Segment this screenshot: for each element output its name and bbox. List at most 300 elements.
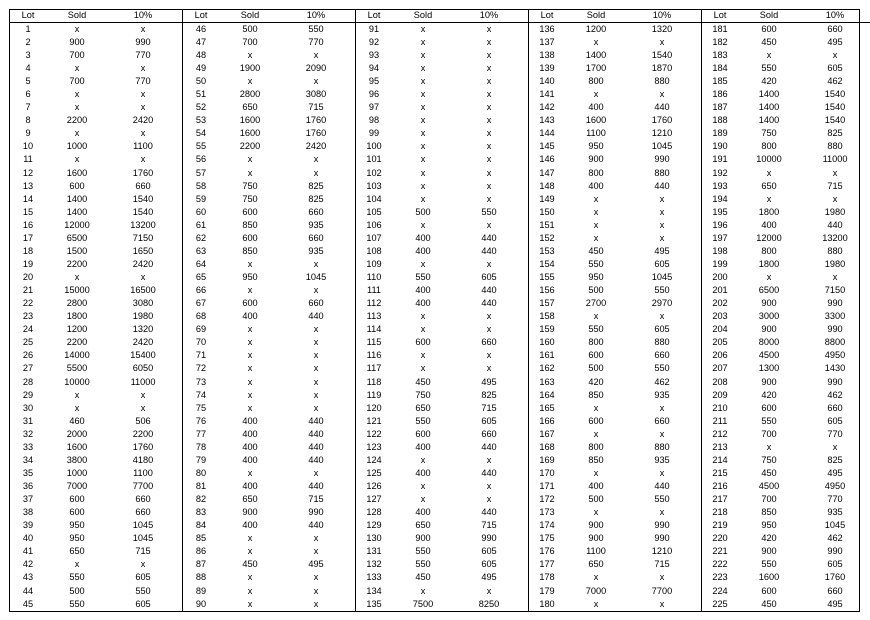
table-row <box>702 101 870 114</box>
sold-cell: 2800 <box>239 89 261 100</box>
table-row <box>356 441 528 454</box>
sold-cell: x <box>420 154 426 165</box>
sold-cell: 8000 <box>758 337 780 348</box>
table-row <box>183 467 355 480</box>
sold-cell: 400 <box>415 232 431 243</box>
ten-percent-cell: 660 <box>654 350 670 361</box>
table-row <box>529 127 701 140</box>
lot-cell: 219 <box>712 520 728 531</box>
ten-percent-cell: 990 <box>827 298 843 309</box>
table-row <box>356 402 528 415</box>
lot-cell: 11 <box>23 154 33 165</box>
sold-cell: 10000 <box>756 154 782 165</box>
ten-percent-cell: 440 <box>308 481 324 492</box>
ten-percent-cell: 495 <box>827 467 843 478</box>
ten-percent-cell: x <box>313 585 319 596</box>
lot-cell: 104 <box>366 193 382 204</box>
lot-cell: 150 <box>539 206 555 217</box>
ten-percent-cell: x <box>486 115 492 126</box>
ten-percent-cell: 605 <box>654 324 670 335</box>
ten-percent-cell: x <box>486 494 492 505</box>
lot-cell: 36 <box>22 481 34 492</box>
sold-cell: 1000 <box>66 467 88 478</box>
header-pct: 10% <box>133 10 153 21</box>
ten-percent-cell: 1320 <box>132 324 154 335</box>
table-row <box>702 193 870 206</box>
ten-percent-cell: 990 <box>654 533 670 544</box>
ten-percent-cell: x <box>313 76 319 87</box>
sold-cell: 900 <box>588 154 604 165</box>
table-row <box>10 545 182 558</box>
sold-cell: 550 <box>415 559 431 570</box>
table-row <box>702 441 870 454</box>
lot-cell: 162 <box>539 363 555 374</box>
table-row <box>529 193 701 206</box>
lot-cell: 214 <box>712 454 728 465</box>
header-lot: Lot <box>194 10 208 21</box>
lot-sales-table <box>9 9 860 612</box>
lot-cell: 44 <box>22 585 34 596</box>
table-row <box>702 467 870 480</box>
table-row <box>702 75 870 88</box>
lot-cell: 224 <box>712 585 728 596</box>
ten-percent-cell: x <box>313 154 319 165</box>
lot-cell: 97 <box>368 102 380 113</box>
table-row <box>183 415 355 428</box>
lot-cell: 32 <box>22 428 34 439</box>
table-panel-4 <box>528 10 701 611</box>
sold-cell: 420 <box>761 533 777 544</box>
ten-percent-cell: 440 <box>308 520 324 531</box>
lot-cell: 118 <box>366 376 382 387</box>
sold-cell: x <box>247 376 253 387</box>
lot-cell: 173 <box>539 507 555 518</box>
ten-percent-cell: x <box>659 311 665 322</box>
lot-cell: 131 <box>366 546 382 557</box>
table-row <box>702 258 870 271</box>
sold-cell: 10000 <box>64 376 90 387</box>
sold-cell: 400 <box>242 454 258 465</box>
sold-cell: 14000 <box>64 350 90 361</box>
table-row <box>10 271 182 284</box>
lot-cell: 147 <box>539 167 555 178</box>
ten-percent-cell: x <box>832 272 838 283</box>
sold-cell: 500 <box>242 23 258 34</box>
sold-cell: 1600 <box>758 572 780 583</box>
table-row <box>529 480 701 493</box>
ten-percent-cell: x <box>486 324 492 335</box>
sold-cell: 850 <box>242 245 258 256</box>
lot-cell: 209 <box>712 389 728 400</box>
ten-percent-cell: x <box>486 350 492 361</box>
lot-cell: 128 <box>366 507 382 518</box>
ten-percent-cell: 605 <box>481 546 497 557</box>
sold-cell: x <box>420 23 426 34</box>
ten-percent-cell: x <box>313 376 319 387</box>
sold-cell: 7500 <box>412 598 434 609</box>
sold-cell: x <box>74 63 80 74</box>
lot-cell: 76 <box>195 415 207 426</box>
table-row <box>10 101 182 114</box>
lot-cell: 193 <box>712 180 728 191</box>
ten-percent-cell: 440 <box>481 245 497 256</box>
table-row <box>702 206 870 219</box>
table-row <box>183 428 355 441</box>
lot-cell: 126 <box>366 481 382 492</box>
table-row <box>529 454 701 467</box>
lot-cell: 225 <box>712 598 728 609</box>
lot-cell: 152 <box>539 232 555 243</box>
sold-cell: x <box>247 402 253 413</box>
table-row <box>702 572 870 585</box>
sold-cell: x <box>420 258 426 269</box>
table-row <box>702 598 870 611</box>
table-row <box>356 49 528 62</box>
lot-cell: 40 <box>22 533 34 544</box>
lot-cell: 174 <box>539 520 555 531</box>
ten-percent-cell: 1540 <box>132 193 154 204</box>
lot-cell: 96 <box>368 89 380 100</box>
sold-cell: x <box>247 389 253 400</box>
ten-percent-cell: 660 <box>654 415 670 426</box>
ten-percent-cell: 11000 <box>130 376 156 387</box>
lot-cell: 109 <box>366 258 382 269</box>
table-row <box>529 402 701 415</box>
sold-cell: x <box>420 63 426 74</box>
lot-cell: 47 <box>195 36 207 47</box>
ten-percent-cell: x <box>140 402 146 413</box>
table-row <box>529 49 701 62</box>
sold-cell: x <box>247 546 253 557</box>
header-lot: Lot <box>540 10 554 21</box>
ten-percent-cell: x <box>486 102 492 113</box>
ten-percent-cell: 1980 <box>132 311 154 322</box>
table-row <box>10 532 182 545</box>
sold-cell: x <box>247 167 253 178</box>
lot-cell: 168 <box>539 441 555 452</box>
ten-percent-cell: 715 <box>481 402 497 413</box>
table-row <box>702 415 870 428</box>
ten-percent-cell: x <box>313 467 319 478</box>
lot-cell: 196 <box>712 219 728 230</box>
ten-percent-cell: 715 <box>827 180 843 191</box>
sold-cell: 950 <box>761 520 777 531</box>
sold-cell: 460 <box>69 415 85 426</box>
sold-cell: 400 <box>415 298 431 309</box>
lot-cell: 8 <box>25 115 31 126</box>
table-row <box>356 349 528 362</box>
sold-cell: 800 <box>588 441 604 452</box>
sold-cell: 400 <box>242 311 258 322</box>
ten-percent-cell: 7700 <box>651 585 673 596</box>
ten-percent-cell: 13200 <box>130 219 156 230</box>
table-row <box>183 376 355 389</box>
sold-cell: x <box>420 494 426 505</box>
ten-percent-cell: 1430 <box>824 363 846 374</box>
sold-cell: 450 <box>761 598 777 609</box>
sold-cell: 1600 <box>585 115 607 126</box>
lot-cell: 49 <box>195 63 207 74</box>
lot-cell: 178 <box>539 572 555 583</box>
table-row <box>356 572 528 585</box>
ten-percent-cell: 7700 <box>132 481 154 492</box>
ten-percent-cell: 495 <box>481 572 497 583</box>
table-row <box>529 284 701 297</box>
sold-cell: x <box>420 167 426 178</box>
table-row <box>356 585 528 598</box>
sold-cell: 450 <box>761 467 777 478</box>
table-panel-2 <box>182 10 355 611</box>
table-row <box>529 62 701 75</box>
sold-cell: 500 <box>415 206 431 217</box>
table-row <box>183 572 355 585</box>
table-row <box>529 506 701 519</box>
sold-cell: 700 <box>761 428 777 439</box>
ten-percent-cell: 935 <box>827 507 843 518</box>
lot-cell: 207 <box>712 363 728 374</box>
lot-cell: 56 <box>195 154 207 165</box>
sold-cell: 600 <box>69 180 85 191</box>
ten-percent-cell: x <box>140 272 146 283</box>
sold-cell: 1600 <box>239 128 261 139</box>
table-row <box>10 480 182 493</box>
ten-percent-cell: 935 <box>654 389 670 400</box>
sold-cell: x <box>74 559 80 570</box>
table-row <box>529 349 701 362</box>
table-row <box>356 88 528 101</box>
ten-percent-cell: 462 <box>827 389 843 400</box>
ten-percent-cell: x <box>659 428 665 439</box>
ten-percent-cell: 880 <box>654 441 670 452</box>
lot-cell: 114 <box>366 324 382 335</box>
ten-percent-cell: 1760 <box>132 441 154 452</box>
ten-percent-cell: 462 <box>827 76 843 87</box>
header-sold: Sold <box>759 10 779 21</box>
ten-percent-cell: 13200 <box>822 232 848 243</box>
table-row <box>183 585 355 598</box>
lot-cell: 5 <box>25 76 31 87</box>
lot-cell: 106 <box>366 219 382 230</box>
header-sold: Sold <box>413 10 433 21</box>
sold-cell: 1700 <box>585 63 607 74</box>
lot-cell: 58 <box>195 180 207 191</box>
lot-cell: 69 <box>195 324 207 335</box>
table-row <box>10 245 182 258</box>
lot-cell: 183 <box>712 49 728 60</box>
lot-cell: 141 <box>539 89 555 100</box>
table-row <box>529 140 701 153</box>
lot-cell: 92 <box>368 36 380 47</box>
sold-cell: 850 <box>761 507 777 518</box>
sold-cell: 3800 <box>66 454 88 465</box>
ten-percent-cell: 1045 <box>651 272 673 283</box>
lot-cell: 9 <box>25 128 31 139</box>
sold-cell: x <box>247 363 253 374</box>
sold-cell: x <box>766 167 772 178</box>
ten-percent-cell: 550 <box>654 494 670 505</box>
lot-cell: 78 <box>195 441 207 452</box>
ten-percent-cell: 715 <box>654 559 670 570</box>
lot-cell: 177 <box>539 559 555 570</box>
table-row <box>10 585 182 598</box>
lot-cell: 156 <box>539 285 555 296</box>
sold-cell: 6500 <box>66 232 88 243</box>
lot-cell: 37 <box>22 494 34 505</box>
ten-percent-cell: 605 <box>481 415 497 426</box>
table-row <box>702 519 870 532</box>
ten-percent-cell: 935 <box>308 245 324 256</box>
sold-cell: 900 <box>588 533 604 544</box>
lot-cell: 42 <box>22 559 34 570</box>
table-row <box>10 323 182 336</box>
ten-percent-cell: 16500 <box>130 285 156 296</box>
lot-cell: 216 <box>712 481 728 492</box>
lot-cell: 59 <box>195 193 207 204</box>
lot-cell: 164 <box>539 389 555 400</box>
lot-cell: 7 <box>25 102 31 113</box>
lot-cell: 117 <box>366 363 382 374</box>
ten-percent-cell: x <box>313 285 319 296</box>
ten-percent-cell: 440 <box>654 180 670 191</box>
sold-cell: x <box>247 49 253 60</box>
lot-cell: 41 <box>22 546 34 557</box>
ten-percent-cell: 770 <box>308 36 324 47</box>
ten-percent-cell: 2420 <box>305 141 327 152</box>
ten-percent-cell: 660 <box>481 337 497 348</box>
lot-cell: 192 <box>712 167 728 178</box>
table-row <box>356 206 528 219</box>
lot-cell: 134 <box>366 585 382 596</box>
lot-cell: 120 <box>366 402 382 413</box>
ten-percent-cell: 990 <box>481 533 497 544</box>
ten-percent-cell: 440 <box>827 219 843 230</box>
ten-percent-cell: 770 <box>135 49 151 60</box>
sold-cell: 900 <box>761 324 777 335</box>
sold-cell: 4500 <box>758 481 780 492</box>
lot-cell: 94 <box>368 63 380 74</box>
lot-cell: 6 <box>25 89 31 100</box>
lot-cell: 142 <box>539 102 555 113</box>
table-row <box>10 23 182 36</box>
ten-percent-cell: 495 <box>481 376 497 387</box>
sold-cell: 900 <box>761 546 777 557</box>
table-row <box>10 336 182 349</box>
sold-cell: 450 <box>242 559 258 570</box>
sold-cell: 600 <box>761 402 777 413</box>
sold-cell: 450 <box>761 36 777 47</box>
ten-percent-cell: x <box>486 141 492 152</box>
lot-cell: 62 <box>195 232 207 243</box>
table-row <box>10 193 182 206</box>
table-row <box>183 532 355 545</box>
lot-cell: 186 <box>712 89 728 100</box>
table-row <box>10 36 182 49</box>
table-row <box>183 154 355 167</box>
lot-cell: 12 <box>22 167 34 178</box>
lot-cell: 135 <box>366 598 382 609</box>
table-row <box>702 349 870 362</box>
ten-percent-cell: 462 <box>654 376 670 387</box>
sold-cell: x <box>766 441 772 452</box>
ten-percent-cell: 550 <box>654 363 670 374</box>
lot-cell: 89 <box>195 585 207 596</box>
ten-percent-cell: x <box>486 454 492 465</box>
sold-cell: 1800 <box>758 258 780 269</box>
sold-cell: 950 <box>69 520 85 531</box>
sold-cell: 600 <box>588 415 604 426</box>
ten-percent-cell: 4180 <box>132 454 154 465</box>
ten-percent-cell: x <box>313 598 319 609</box>
header-sold: Sold <box>67 10 87 21</box>
lot-cell: 70 <box>195 337 207 348</box>
header-sold: Sold <box>586 10 606 21</box>
table-row <box>529 310 701 323</box>
table-row <box>356 23 528 36</box>
lot-cell: 122 <box>366 428 382 439</box>
lot-cell: 87 <box>195 559 207 570</box>
ten-percent-cell: 715 <box>308 494 324 505</box>
table-row <box>529 258 701 271</box>
ten-percent-cell: 660 <box>827 23 843 34</box>
lot-cell: 100 <box>366 141 382 152</box>
table-row <box>10 154 182 167</box>
sold-cell: 400 <box>415 441 431 452</box>
table-row <box>356 389 528 402</box>
sold-cell: 600 <box>761 585 777 596</box>
ten-percent-cell: 1760 <box>824 572 846 583</box>
ten-percent-cell: x <box>313 350 319 361</box>
sold-cell: 7000 <box>585 585 607 596</box>
sold-cell: 400 <box>415 467 431 478</box>
ten-percent-cell: 15400 <box>130 350 156 361</box>
ten-percent-cell: 1540 <box>132 206 154 217</box>
table-row <box>356 310 528 323</box>
lot-cell: 105 <box>366 206 382 217</box>
lot-cell: 201 <box>712 285 728 296</box>
sold-cell: 600 <box>415 337 431 348</box>
lot-cell: 98 <box>368 115 380 126</box>
lot-cell: 213 <box>712 441 728 452</box>
table-panel-1 <box>10 10 182 611</box>
table-row <box>183 193 355 206</box>
table-row <box>356 167 528 180</box>
lot-cell: 221 <box>712 546 728 557</box>
ten-percent-cell: x <box>659 89 665 100</box>
ten-percent-cell: 1045 <box>132 533 154 544</box>
lot-cell: 182 <box>712 36 728 47</box>
sold-cell: x <box>247 598 253 609</box>
lot-cell: 60 <box>195 206 207 217</box>
lot-cell: 91 <box>368 23 380 34</box>
table-row <box>183 480 355 493</box>
ten-percent-cell: 550 <box>135 585 151 596</box>
lot-cell: 123 <box>366 441 382 452</box>
ten-percent-cell: 3300 <box>824 311 846 322</box>
table-row <box>183 167 355 180</box>
ten-percent-cell: x <box>486 219 492 230</box>
sold-cell: 650 <box>415 402 431 413</box>
lot-cell: 190 <box>712 141 728 152</box>
sold-cell: x <box>420 128 426 139</box>
lot-cell: 194 <box>712 193 728 204</box>
table-row <box>529 572 701 585</box>
sold-cell: 450 <box>588 245 604 256</box>
table-row <box>356 62 528 75</box>
ten-percent-cell: 1760 <box>132 167 154 178</box>
table-row <box>356 467 528 480</box>
header-lot: Lot <box>21 10 35 21</box>
ten-percent-cell: 605 <box>481 272 497 283</box>
